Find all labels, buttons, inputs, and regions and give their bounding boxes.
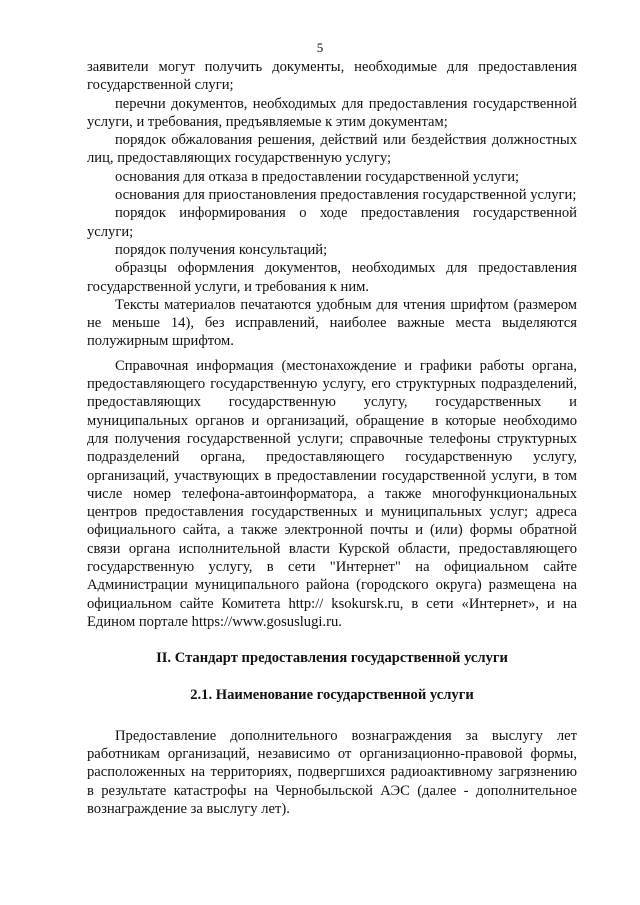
paragraph-service-name: Предоставление дополнительного вознаграждения за выслугу лет работникам организаций, независимо от организационно-правовой формы, расположенных на территориях, подвергшихся радиоактивному загрязнению в результате катастрофы на Чернобыльской АЭС (далее - дополнительное вознаграждение за выслугу лет). [87,727,577,817]
paragraph-appeal-procedure: порядок обжалования решения, действий или бездействия должностных лиц, предоставляющих государственную услугу; [87,132,577,167]
paragraph-text-font: Тексты материалов печатаются удобным для чтения шрифтом (размером не меньше 14), без исправлений, наиболее важные места выделяются полужирным шрифтом. [87,296,577,350]
document-body [87,58,577,818]
section-heading: II. Стандарт предоставления государственной услуги [156,650,508,667]
paragraph-refusal-grounds: основания для отказа в предоставлении государственной услуги; [115,168,520,185]
page-number: 5 [316,40,324,55]
paragraph-document-samples: образцы оформления документов, необходимых для предоставления государственной услуги, и требования к ним. [87,260,577,295]
paragraph-consultations: порядок получения консультаций; [115,241,328,258]
subsection-heading: 2.1. Наименование государственной услуги [190,686,474,703]
paragraph-progress-informing: порядок информирования о ходе предоставления государственной услуги; [87,205,577,240]
paragraph-document-lists: перечни документов, необходимых для предоставления государственной услуги, и требования, предъявляемые к этим документам; [87,95,577,130]
paragraph-applicants-documents: заявители могут получить документы, необходимые для предоставления государственной слуги; [87,59,577,94]
paragraph-suspension-grounds: основания для приостановления предоставления государственной услуги; [115,187,577,204]
paragraph-reference-info: Справочная информация (местонахождение и графики работы органа, предоставляющего государственную услугу, его структурных подразделений, предоставляющих государственную услугу, государственных и муниципальных органов и организаций, обращение в которые необходимо для получения государственной услуги; справочные телефоны структурных подразделений органа, предоставляющего государственную услугу, организаций, участвующих в предоставлении государственной услуги, в том числе номер телефона-автоинформатора, а также многофункциональных центров предоставления государственных и муниципальных услуг; адреса официального сайта, а также электронной почты и (или) формы обратной связи органа исполнительной власти Курской области, предоставляющего государственную услугу, в сети "Интернет" на официальном сайте Администрации муниципального района (городского округа) размещена на официальном сайте Комитета http:// ksokursk.ru, в сети «Интернет», и на Едином портале https://www.gosuslugi.ru. [87,357,577,630]
